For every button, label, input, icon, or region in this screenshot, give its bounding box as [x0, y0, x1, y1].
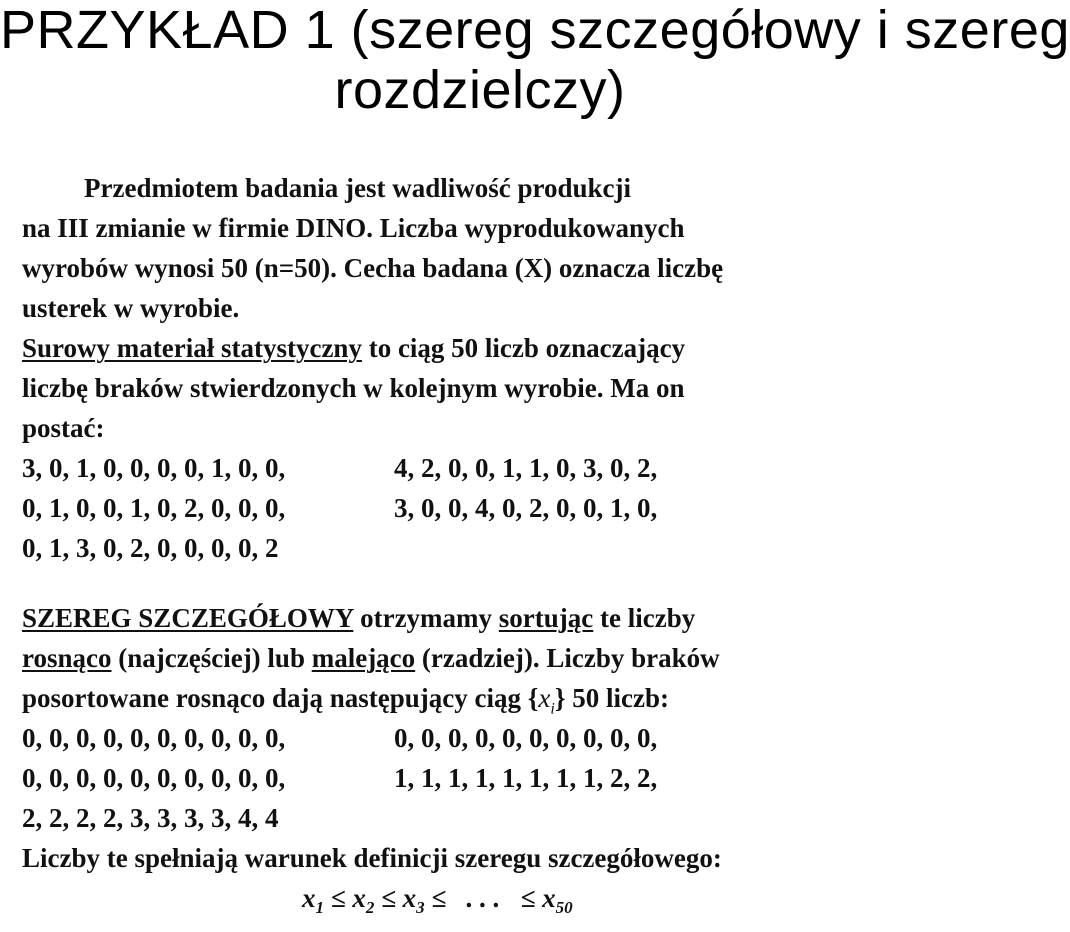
sorted-text: posortowane rosnąco dają następujący ciąg { [22, 683, 539, 713]
sorted-data-row [22, 718, 952, 758]
sorted-data-left: 0, 0, 0, 0, 0, 0, 0, 0, 0, 0, [22, 763, 286, 793]
raw-data-left: 0, 1, 0, 0, 1, 0, 2, 0, 0, 0, [22, 493, 286, 523]
intro-line-1: Przedmiotem badania jest wadliwość produkcji [84, 173, 631, 203]
sorted-data-row [22, 758, 952, 798]
formula-le: ≤ [431, 883, 447, 913]
sorted-line-2 [22, 638, 952, 678]
order-formula [22, 878, 952, 918]
slide-title-line-1: PRZYKŁAD 1 (szereg szczegółowy i szereg [0, 0, 1070, 60]
scanned-document [22, 168, 952, 918]
sorted-line-3 [22, 678, 952, 718]
raw-data-row [22, 488, 952, 528]
raw-data-left: 0, 1, 3, 0, 2, 0, 0, 0, 0, 2 [22, 533, 279, 563]
raw-material-line-3: postać: [22, 413, 105, 443]
intro-line-3: wyrobów wynosi 50 (n=50). Cecha badana (X) oznacza liczbę [22, 253, 724, 283]
formula-subscript: 2 [365, 898, 375, 917]
intro-line-4: usterek w wyrobie. [22, 293, 240, 323]
raw-material-line-1 [22, 328, 952, 368]
formula-subscript: 1 [315, 898, 324, 917]
raw-material-text: to ciąg 50 liczb oznaczający [361, 333, 686, 363]
formula-le: ≤ [520, 883, 536, 913]
formula-le: ≤ [330, 883, 346, 913]
conclusion-line: Liczby te spełniają warunek definicji szeregu szczegółowego: [22, 843, 722, 873]
raw-data-row [22, 528, 952, 568]
formula-dots: . . . [466, 883, 501, 913]
sorting-word: sortując [498, 603, 594, 633]
formula-le: ≤ [381, 883, 396, 913]
sorted-text: } 50 liczb: [554, 683, 669, 713]
slide-title [0, 0, 1070, 120]
sorted-text: otrzymamy [353, 603, 499, 633]
sequence-symbol [538, 683, 555, 718]
sorted-text: (najczęściej) lub [111, 643, 312, 673]
sorted-series-term: SZEREG SZCZEGÓŁOWY [22, 603, 354, 633]
formula-x: x [302, 883, 316, 913]
formula-subscript: 50 [555, 898, 573, 917]
raw-data-row [22, 448, 952, 488]
descending-word: malejąco [311, 643, 416, 673]
sorted-text: (rzadziej). Liczby braków [415, 643, 720, 673]
formula-subscript: 3 [416, 898, 425, 917]
raw-material-term: Surowy materiał statystyczny [22, 333, 362, 363]
sorted-data-left: 0, 0, 0, 0, 0, 0, 0, 0, 0, 0, [22, 723, 286, 753]
formula-x: x [402, 883, 417, 913]
raw-material-line-2: liczbę braków stwierdzonych w kolejnym wyrobie. Ma on [22, 373, 685, 403]
intro-line-2: na III zmianie w firmie DINO. Liczba wyprodukowanych [22, 213, 685, 243]
sorted-data-right: 1, 1, 1, 1, 1, 1, 1, 1, 2, 2, [394, 763, 658, 793]
formula-x: x [542, 883, 556, 913]
sorted-data-row [22, 798, 952, 838]
section-gap [22, 568, 952, 598]
sorted-data-right: 0, 0, 0, 0, 0, 0, 0, 0, 0, 0, [394, 723, 658, 753]
sorted-data-left: 2, 2, 2, 2, 3, 3, 3, 3, 4, 4 [22, 803, 279, 833]
sorted-text: te liczby [593, 603, 696, 633]
formula-x: x [352, 883, 366, 913]
sequence-index: i [550, 700, 555, 718]
ascending-word: rosnąco [22, 643, 112, 673]
raw-data-left: 3, 0, 1, 0, 0, 0, 0, 1, 0, 0, [22, 453, 286, 483]
raw-data-right: 3, 0, 0, 4, 0, 2, 0, 0, 1, 0, [394, 493, 658, 523]
slide-title-line-2: rozdzielczy) [334, 60, 626, 120]
sequence-x: x [538, 683, 551, 713]
raw-data-right: 4, 2, 0, 0, 1, 1, 0, 3, 0, 2, [394, 453, 658, 483]
sorted-line-1 [22, 598, 952, 638]
